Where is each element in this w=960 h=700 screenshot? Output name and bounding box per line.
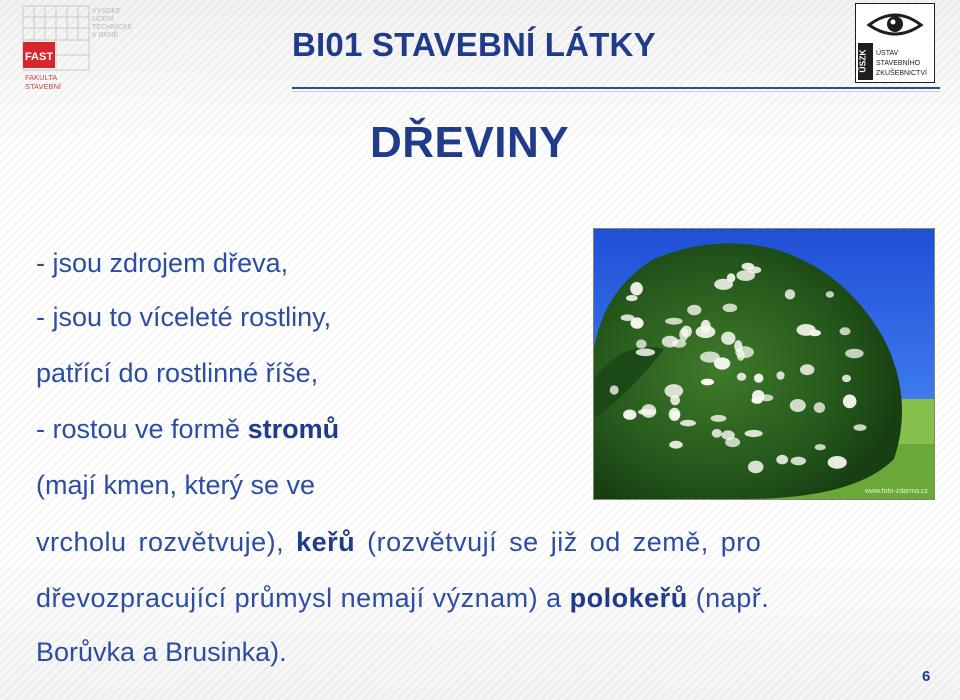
vut-fast-logo-icon xyxy=(20,4,145,92)
svg-text:TECHNICKÉ: TECHNICKÉ xyxy=(92,24,133,31)
flower-cluster xyxy=(636,349,655,357)
flower-cluster xyxy=(721,332,735,345)
bullet-line-1: - jsou zdrojem dřeva, xyxy=(36,248,289,278)
flower-cluster xyxy=(797,324,816,336)
flower-cluster xyxy=(785,289,795,299)
flower-cluster xyxy=(641,404,656,418)
flower-cluster xyxy=(754,374,763,383)
flower-cluster xyxy=(610,385,619,394)
flower-cluster xyxy=(748,266,762,273)
flower-cluster xyxy=(737,350,745,361)
flower-cluster xyxy=(630,282,643,295)
flower-cluster xyxy=(681,326,692,338)
slide-title: DŘEVINY xyxy=(370,118,570,167)
flower-cluster xyxy=(776,455,788,465)
flower-cluster xyxy=(672,339,686,348)
bullet-line-5: (mají kmen, který se ve xyxy=(36,470,316,500)
term-stromu: stromů xyxy=(247,414,340,444)
bullet-line-7: dřevozpracující průmysl nemají význam) a polokeřů (např. xyxy=(36,583,770,613)
uszk-brand-text: ÚSZK xyxy=(857,49,868,73)
flower-cluster xyxy=(687,305,701,316)
bullet-line-3: patřící do rostlinné říše, xyxy=(36,358,319,388)
svg-text:STAVEBNÍ: STAVEBNÍ xyxy=(25,82,61,91)
flower-cluster xyxy=(828,456,847,469)
flowering-shrub-image xyxy=(594,229,934,499)
flower-cluster xyxy=(815,444,826,450)
fast-brand-text: FAST xyxy=(24,51,54,63)
flower-cluster xyxy=(826,291,834,298)
svg-text:VYSOKÉ: VYSOKÉ xyxy=(92,8,121,15)
flower-cluster xyxy=(854,424,867,431)
flower-cluster xyxy=(680,420,696,427)
flower-cluster xyxy=(737,373,746,381)
flower-cluster xyxy=(626,295,638,301)
flower-cluster xyxy=(714,279,733,290)
flower-cluster xyxy=(814,402,825,413)
term-keru: keřů xyxy=(296,527,356,557)
bullet-line-6: vrcholu rozvětvuje), keřů (rozvětvují se již od země, pro xyxy=(36,527,762,557)
flower-cluster xyxy=(790,399,806,412)
flower-cluster xyxy=(630,317,643,328)
flower-cluster xyxy=(843,395,857,409)
photo-watermark: www.foto-zdarma.cz xyxy=(864,488,928,495)
flower-cluster xyxy=(800,364,814,375)
university-logo xyxy=(20,4,145,92)
term-polokeru: polokeřů xyxy=(569,583,688,613)
flower-cluster xyxy=(791,457,806,466)
flower-cluster xyxy=(711,415,727,422)
flower-cluster xyxy=(669,408,681,421)
page-number: 6 xyxy=(922,668,931,685)
flower-cluster xyxy=(842,375,851,382)
flower-cluster xyxy=(636,339,647,348)
flower-cluster xyxy=(745,430,763,437)
flower-cluster xyxy=(748,461,764,474)
flower-cluster xyxy=(665,318,682,325)
flower-cluster xyxy=(623,410,636,420)
shrub-photo xyxy=(593,228,935,500)
flower-cluster xyxy=(669,441,683,449)
header-divider-thin xyxy=(292,91,940,92)
institute-logo xyxy=(855,3,935,83)
bullet-line-4: - rostou ve formě stromů xyxy=(36,414,340,444)
flower-cluster xyxy=(712,429,722,438)
flower-cluster xyxy=(701,379,714,386)
svg-text:STAVEBNÍHO: STAVEBNÍHO xyxy=(876,60,921,67)
flower-cluster xyxy=(845,349,863,359)
svg-text:ZKUŠEBNICTVÍ: ZKUŠEBNICTVÍ xyxy=(876,70,927,77)
header-divider xyxy=(292,87,940,89)
flower-cluster xyxy=(725,437,740,447)
flower-cluster xyxy=(776,371,784,380)
course-title: BI01 STAVEBNÍ LÁTKY xyxy=(292,26,656,63)
bullet-line-8: Borůvka a Brusinka). xyxy=(36,637,287,667)
flower-cluster xyxy=(700,352,720,363)
svg-text:FAKULTA: FAKULTA xyxy=(25,73,58,82)
svg-text:ÚSTAV: ÚSTAV xyxy=(876,50,899,57)
flower-cluster xyxy=(665,384,684,398)
flower-cluster xyxy=(696,326,716,339)
flower-cluster xyxy=(723,304,738,313)
bullet-line-2: - jsou to víceleté rostliny, xyxy=(36,302,332,332)
eye-logo-icon xyxy=(855,3,935,83)
flower-cluster xyxy=(760,394,774,401)
flower-cluster xyxy=(840,327,851,335)
svg-text:V BRNĚ: V BRNĚ xyxy=(92,32,119,39)
svg-text:UČENÍ: UČENÍ xyxy=(92,16,114,23)
